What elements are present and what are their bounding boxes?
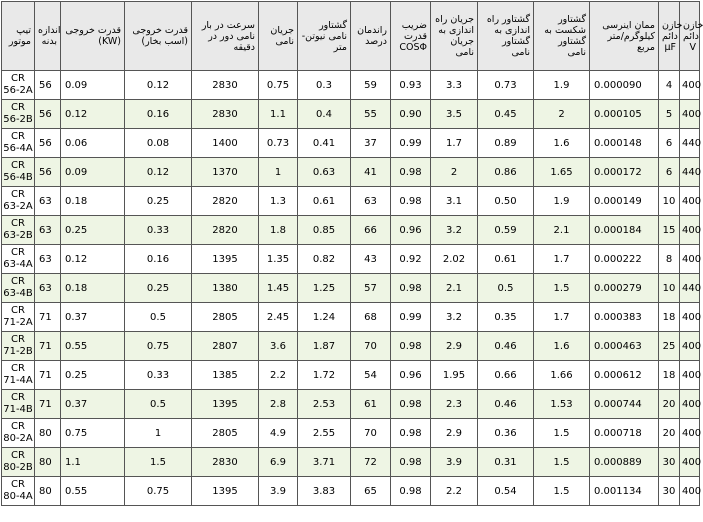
cell-efficiency: 72 [351, 448, 391, 477]
cell-starting-torque-ratio: 0.36 [478, 419, 534, 448]
cell-efficiency: 63 [351, 187, 391, 216]
cell-output-hp: 0.5 [125, 390, 192, 419]
cell-starting-current-ratio: 3.3 [431, 71, 478, 100]
cell-breakdown-torque-ratio: 1.9 [534, 187, 590, 216]
cell-starting-torque-ratio: 0.54 [478, 477, 534, 506]
cell-motor-type: CR 56-4B [2, 158, 35, 187]
cell-capacitor-uf: 20 [659, 390, 680, 419]
cell-rated-torque: 3.83 [298, 477, 351, 506]
table-body [2, 71, 700, 506]
cell-output-kw: 0.55 [61, 477, 125, 506]
cell-frame-size: 80 [35, 448, 61, 477]
cell-capacitor-v: 400 [680, 216, 700, 245]
header-power-factor: ضریب قدرت COSΦ [391, 2, 431, 71]
cell-motor-type: CR 63-4A [2, 245, 35, 274]
cell-efficiency: 66 [351, 216, 391, 245]
cell-moment-of-inertia: 0.000612 [590, 361, 659, 390]
cell-output-kw: 0.09 [61, 71, 125, 100]
cell-frame-size: 80 [35, 419, 61, 448]
cell-starting-torque-ratio: 0.35 [478, 303, 534, 332]
header-motor-type: تیپ موتور [2, 2, 35, 71]
cell-starting-torque-ratio: 0.5 [478, 274, 534, 303]
cell-efficiency: 70 [351, 332, 391, 361]
motor-spec-table-container [1, 1, 703, 506]
cell-breakdown-torque-ratio: 1.5 [534, 419, 590, 448]
cell-power-factor: 0.98 [391, 477, 431, 506]
cell-capacitor-uf: 30 [659, 448, 680, 477]
cell-frame-size: 63 [35, 187, 61, 216]
cell-rated-current: 6.9 [259, 448, 298, 477]
cell-starting-torque-ratio: 0.46 [478, 390, 534, 419]
cell-starting-current-ratio: 3.2 [431, 216, 478, 245]
header-output-kw: قدرت خروجی (KW) [61, 2, 125, 71]
cell-moment-of-inertia: 0.000090 [590, 71, 659, 100]
cell-breakdown-torque-ratio: 1.7 [534, 245, 590, 274]
cell-power-factor: 0.96 [391, 361, 431, 390]
cell-capacitor-uf: 10 [659, 274, 680, 303]
cell-capacitor-uf: 25 [659, 332, 680, 361]
cell-starting-current-ratio: 2.1 [431, 274, 478, 303]
cell-frame-size: 56 [35, 158, 61, 187]
table-row [2, 274, 700, 303]
cell-rated-speed: 1400 [192, 129, 259, 158]
table-row [2, 477, 700, 506]
cell-rated-torque: 3.71 [298, 448, 351, 477]
cell-moment-of-inertia: 0.000889 [590, 448, 659, 477]
cell-starting-current-ratio: 3.1 [431, 187, 478, 216]
cell-efficiency: 41 [351, 158, 391, 187]
table-row [2, 332, 700, 361]
table-row [2, 448, 700, 477]
cell-motor-type: CR 71-2A [2, 303, 35, 332]
cell-capacitor-uf: 8 [659, 245, 680, 274]
header-row [2, 2, 700, 71]
cell-rated-torque: 0.85 [298, 216, 351, 245]
cell-output-kw: 0.06 [61, 129, 125, 158]
cell-rated-speed: 2820 [192, 216, 259, 245]
cell-starting-torque-ratio: 0.66 [478, 361, 534, 390]
cell-moment-of-inertia: 0.000148 [590, 129, 659, 158]
cell-output-hp: 0.12 [125, 71, 192, 100]
cell-rated-torque: 1.25 [298, 274, 351, 303]
table-row [2, 419, 700, 448]
cell-starting-current-ratio: 2.3 [431, 390, 478, 419]
header-rated-speed: سرعت در بار نامی دور در دقیقه [192, 2, 259, 71]
cell-power-factor: 0.90 [391, 100, 431, 129]
cell-moment-of-inertia: 0.000105 [590, 100, 659, 129]
cell-motor-type: CR 71-2B [2, 332, 35, 361]
cell-frame-size: 71 [35, 332, 61, 361]
cell-motor-type: CR 56-2A [2, 71, 35, 100]
cell-rated-torque: 2.53 [298, 390, 351, 419]
cell-starting-torque-ratio: 0.31 [478, 448, 534, 477]
cell-output-kw: 0.37 [61, 303, 125, 332]
cell-rated-current: 4.9 [259, 419, 298, 448]
cell-power-factor: 0.92 [391, 245, 431, 274]
cell-efficiency: 55 [351, 100, 391, 129]
table-row [2, 187, 700, 216]
cell-starting-torque-ratio: 0.59 [478, 216, 534, 245]
cell-starting-current-ratio: 2.2 [431, 477, 478, 506]
cell-efficiency: 43 [351, 245, 391, 274]
cell-capacitor-uf: 20 [659, 419, 680, 448]
cell-breakdown-torque-ratio: 1.6 [534, 129, 590, 158]
cell-moment-of-inertia: 0.000718 [590, 419, 659, 448]
header-starting-current-ratio: جریان راه اندازی به جریان نامی [431, 2, 478, 71]
cell-capacitor-v: 400 [680, 245, 700, 274]
cell-moment-of-inertia: 0.000222 [590, 245, 659, 274]
cell-output-kw: 0.55 [61, 332, 125, 361]
table-row [2, 390, 700, 419]
cell-starting-current-ratio: 1.7 [431, 129, 478, 158]
table-row [2, 245, 700, 274]
cell-power-factor: 0.98 [391, 274, 431, 303]
cell-efficiency: 70 [351, 419, 391, 448]
cell-motor-type: CR 63-2A [2, 187, 35, 216]
cell-frame-size: 56 [35, 71, 61, 100]
cell-moment-of-inertia: 0.000149 [590, 187, 659, 216]
cell-output-hp: 0.33 [125, 361, 192, 390]
cell-rated-current: 1.45 [259, 274, 298, 303]
cell-capacitor-v: 400 [680, 187, 700, 216]
header-breakdown-torque-ratio: گشتاور شکست به گشتاور نامی [534, 2, 590, 71]
cell-output-kw: 0.18 [61, 274, 125, 303]
cell-output-hp: 0.75 [125, 332, 192, 361]
cell-capacitor-v: 400 [680, 71, 700, 100]
motor-spec-table [1, 1, 703, 506]
cell-rated-current: 3.6 [259, 332, 298, 361]
cell-rated-torque: 0.41 [298, 129, 351, 158]
cell-rated-torque: 1.72 [298, 361, 351, 390]
cell-rated-speed: 1370 [192, 158, 259, 187]
cell-capacitor-v: 400 [680, 419, 700, 448]
cell-frame-size: 71 [35, 361, 61, 390]
cell-rated-torque: 2.55 [298, 419, 351, 448]
cell-rated-current: 1 [259, 158, 298, 187]
cell-breakdown-torque-ratio: 1.5 [534, 448, 590, 477]
cell-frame-size: 63 [35, 274, 61, 303]
cell-power-factor: 0.98 [391, 332, 431, 361]
cell-breakdown-torque-ratio: 1.9 [534, 71, 590, 100]
cell-starting-torque-ratio: 0.73 [478, 71, 534, 100]
header-rated-current: جریان نامی [259, 2, 298, 71]
cell-rated-speed: 2820 [192, 187, 259, 216]
cell-power-factor: 0.99 [391, 303, 431, 332]
cell-power-factor: 0.98 [391, 419, 431, 448]
cell-rated-speed: 1380 [192, 274, 259, 303]
cell-breakdown-torque-ratio: 1.5 [534, 274, 590, 303]
cell-starting-torque-ratio: 0.45 [478, 100, 534, 129]
cell-motor-type: CR 63-2B [2, 216, 35, 245]
cell-power-factor: 0.98 [391, 448, 431, 477]
cell-capacitor-uf: 15 [659, 216, 680, 245]
cell-rated-torque: 1.24 [298, 303, 351, 332]
cell-starting-current-ratio: 2.9 [431, 332, 478, 361]
cell-rated-speed: 1395 [192, 390, 259, 419]
cell-capacitor-uf: 10 [659, 187, 680, 216]
cell-output-hp: 0.75 [125, 477, 192, 506]
cell-breakdown-torque-ratio: 1.6 [534, 332, 590, 361]
cell-starting-current-ratio: 2.9 [431, 419, 478, 448]
cell-breakdown-torque-ratio: 1.7 [534, 303, 590, 332]
cell-power-factor: 0.99 [391, 129, 431, 158]
cell-frame-size: 71 [35, 303, 61, 332]
cell-output-kw: 0.75 [61, 419, 125, 448]
cell-frame-size: 80 [35, 477, 61, 506]
table-row [2, 71, 700, 100]
cell-starting-torque-ratio: 0.86 [478, 158, 534, 187]
cell-power-factor: 0.93 [391, 71, 431, 100]
cell-starting-current-ratio: 3.9 [431, 448, 478, 477]
cell-output-hp: 0.25 [125, 187, 192, 216]
cell-rated-current: 1.1 [259, 100, 298, 129]
cell-capacitor-v: 400 [680, 332, 700, 361]
cell-capacitor-uf: 5 [659, 100, 680, 129]
cell-output-hp: 0.33 [125, 216, 192, 245]
cell-output-hp: 1.5 [125, 448, 192, 477]
cell-rated-torque: 0.3 [298, 71, 351, 100]
cell-moment-of-inertia: 0.000172 [590, 158, 659, 187]
cell-starting-current-ratio: 3.2 [431, 303, 478, 332]
cell-starting-torque-ratio: 0.89 [478, 129, 534, 158]
cell-rated-speed: 2805 [192, 303, 259, 332]
cell-frame-size: 63 [35, 245, 61, 274]
cell-rated-speed: 1385 [192, 361, 259, 390]
cell-starting-current-ratio: 1.95 [431, 361, 478, 390]
header-capacitor-uf: خازن دائم µF [659, 2, 680, 71]
cell-output-kw: 0.12 [61, 100, 125, 129]
cell-efficiency: 61 [351, 390, 391, 419]
cell-frame-size: 56 [35, 100, 61, 129]
cell-breakdown-torque-ratio: 2.1 [534, 216, 590, 245]
cell-frame-size: 56 [35, 129, 61, 158]
cell-power-factor: 0.96 [391, 216, 431, 245]
cell-capacitor-v: 400 [680, 361, 700, 390]
cell-motor-type: CR 56-2B [2, 100, 35, 129]
table-row [2, 100, 700, 129]
cell-rated-torque: 0.4 [298, 100, 351, 129]
cell-capacitor-uf: 18 [659, 303, 680, 332]
cell-capacitor-v: 400 [680, 390, 700, 419]
cell-motor-type: CR 56-4A [2, 129, 35, 158]
cell-output-hp: 0.16 [125, 245, 192, 274]
cell-rated-current: 2.45 [259, 303, 298, 332]
cell-output-kw: 0.09 [61, 158, 125, 187]
cell-rated-current: 3.9 [259, 477, 298, 506]
cell-output-hp: 0.16 [125, 100, 192, 129]
cell-power-factor: 0.98 [391, 187, 431, 216]
header-efficiency: راندمان درصد [351, 2, 391, 71]
cell-rated-speed: 2805 [192, 419, 259, 448]
cell-rated-speed: 2830 [192, 100, 259, 129]
header-starting-torque-ratio: گشتاور راه اندازی به گشتاور نامی [478, 2, 534, 71]
cell-rated-torque: 0.63 [298, 158, 351, 187]
cell-motor-type: CR 80-2B [2, 448, 35, 477]
cell-capacitor-uf: 18 [659, 361, 680, 390]
cell-breakdown-torque-ratio: 1.66 [534, 361, 590, 390]
cell-moment-of-inertia: 0.000463 [590, 332, 659, 361]
cell-capacitor-v: 440 [680, 274, 700, 303]
cell-rated-current: 2.8 [259, 390, 298, 419]
cell-rated-torque: 1.87 [298, 332, 351, 361]
table-row [2, 216, 700, 245]
table-row [2, 158, 700, 187]
cell-frame-size: 63 [35, 216, 61, 245]
cell-efficiency: 37 [351, 129, 391, 158]
cell-output-hp: 0.12 [125, 158, 192, 187]
cell-power-factor: 0.98 [391, 158, 431, 187]
cell-capacitor-uf: 6 [659, 158, 680, 187]
cell-output-hp: 0.5 [125, 303, 192, 332]
cell-output-hp: 0.25 [125, 274, 192, 303]
header-frame-size: اندازه بدنه [35, 2, 61, 71]
cell-breakdown-torque-ratio: 1.5 [534, 477, 590, 506]
cell-rated-current: 0.75 [259, 71, 298, 100]
header-capacitor-v: خازن دائم V [680, 2, 700, 71]
cell-output-hp: 0.08 [125, 129, 192, 158]
cell-rated-torque: 0.82 [298, 245, 351, 274]
table-row [2, 303, 700, 332]
cell-efficiency: 54 [351, 361, 391, 390]
cell-moment-of-inertia: 0.001134 [590, 477, 659, 506]
cell-capacitor-uf: 4 [659, 71, 680, 100]
cell-rated-torque: 0.61 [298, 187, 351, 216]
cell-efficiency: 65 [351, 477, 391, 506]
cell-rated-speed: 2830 [192, 448, 259, 477]
header-moment-of-inertia: ممان اینرسی کیلوگرم/متر مربع [590, 2, 659, 71]
cell-output-kw: 0.12 [61, 245, 125, 274]
cell-power-factor: 0.98 [391, 390, 431, 419]
cell-moment-of-inertia: 0.000279 [590, 274, 659, 303]
cell-output-kw: 1.1 [61, 448, 125, 477]
cell-capacitor-v: 440 [680, 129, 700, 158]
cell-starting-torque-ratio: 0.50 [478, 187, 534, 216]
table-row [2, 129, 700, 158]
cell-capacitor-uf: 30 [659, 477, 680, 506]
cell-efficiency: 57 [351, 274, 391, 303]
cell-starting-current-ratio: 3.5 [431, 100, 478, 129]
cell-efficiency: 68 [351, 303, 391, 332]
cell-rated-current: 1.8 [259, 216, 298, 245]
header-output-hp: قدرت خروجی (اسب بخار) [125, 2, 192, 71]
cell-capacitor-v: 400 [680, 477, 700, 506]
cell-motor-type: CR 71-4B [2, 390, 35, 419]
cell-motor-type: CR 80-2A [2, 419, 35, 448]
cell-output-kw: 0.25 [61, 216, 125, 245]
cell-starting-current-ratio: 2.02 [431, 245, 478, 274]
cell-output-hp: 1 [125, 419, 192, 448]
cell-output-kw: 0.18 [61, 187, 125, 216]
cell-moment-of-inertia: 0.000184 [590, 216, 659, 245]
cell-rated-current: 0.73 [259, 129, 298, 158]
cell-rated-current: 2.2 [259, 361, 298, 390]
cell-motor-type: CR 71-4A [2, 361, 35, 390]
cell-output-kw: 0.37 [61, 390, 125, 419]
cell-motor-type: CR 80-4A [2, 477, 35, 506]
cell-output-kw: 0.25 [61, 361, 125, 390]
cell-frame-size: 71 [35, 390, 61, 419]
cell-rated-current: 1.3 [259, 187, 298, 216]
cell-starting-torque-ratio: 0.46 [478, 332, 534, 361]
cell-breakdown-torque-ratio: 1.65 [534, 158, 590, 187]
cell-capacitor-v: 400 [680, 100, 700, 129]
cell-capacitor-v: 400 [680, 448, 700, 477]
cell-motor-type: CR 63-4B [2, 274, 35, 303]
cell-moment-of-inertia: 0.000383 [590, 303, 659, 332]
cell-capacitor-uf: 6 [659, 129, 680, 158]
cell-breakdown-torque-ratio: 1.53 [534, 390, 590, 419]
cell-breakdown-torque-ratio: 2 [534, 100, 590, 129]
cell-moment-of-inertia: 0.000744 [590, 390, 659, 419]
cell-starting-torque-ratio: 0.61 [478, 245, 534, 274]
cell-capacitor-v: 400 [680, 303, 700, 332]
cell-capacitor-v: 440 [680, 158, 700, 187]
table-row [2, 361, 700, 390]
cell-rated-speed: 1395 [192, 245, 259, 274]
header-rated-torque: گشتاور نامی نیوتن-متر [298, 2, 351, 71]
cell-rated-speed: 2830 [192, 71, 259, 100]
cell-rated-current: 1.35 [259, 245, 298, 274]
cell-efficiency: 59 [351, 71, 391, 100]
cell-rated-speed: 2807 [192, 332, 259, 361]
cell-rated-speed: 1395 [192, 477, 259, 506]
cell-starting-current-ratio: 2 [431, 158, 478, 187]
